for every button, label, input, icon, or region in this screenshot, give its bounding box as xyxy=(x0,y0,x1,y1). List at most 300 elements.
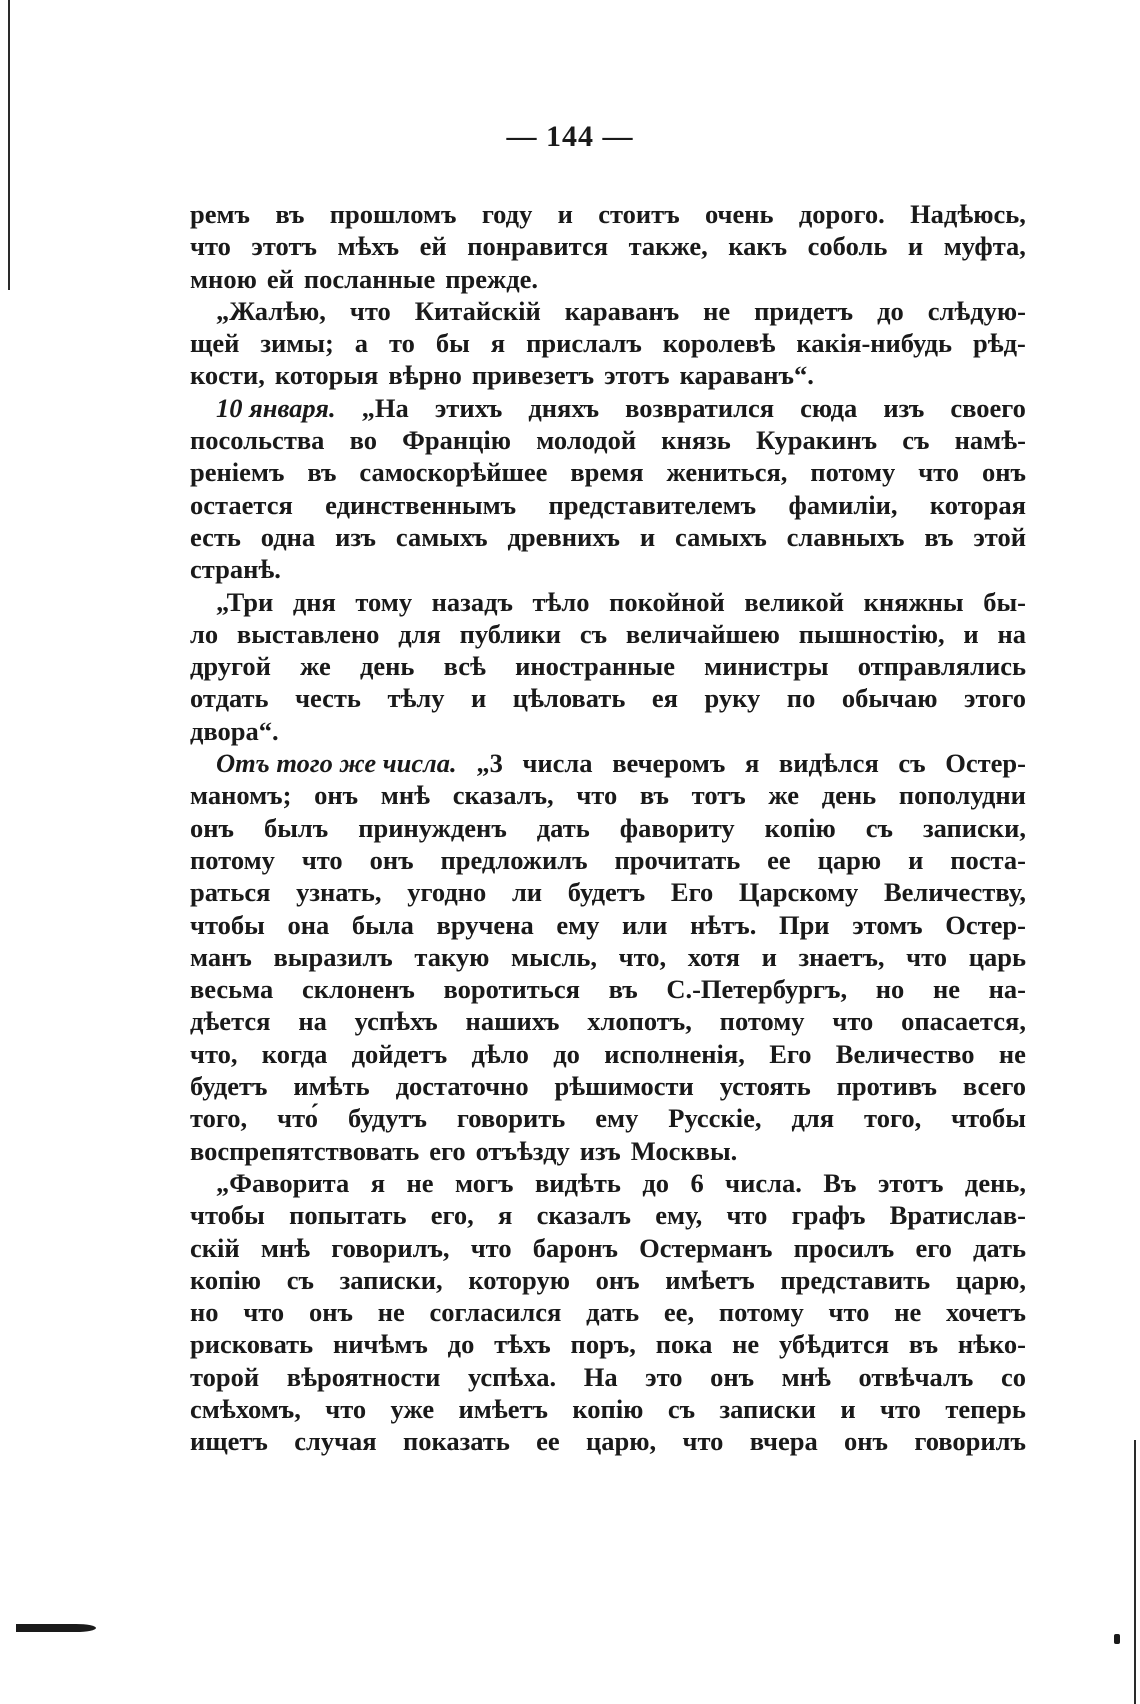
word: графъ xyxy=(791,1200,866,1231)
word: раться xyxy=(190,877,271,908)
text-line xyxy=(190,973,1026,1005)
margin-mark xyxy=(16,1624,96,1632)
word: нѣтъ. xyxy=(690,909,757,940)
word: одна xyxy=(260,521,316,552)
word: иностранные xyxy=(515,651,675,682)
word: не xyxy=(732,1329,760,1360)
text-line xyxy=(190,876,1026,908)
word: этихъ xyxy=(434,392,503,423)
word: понравится xyxy=(467,231,609,262)
word: „Три xyxy=(216,586,274,617)
scan-dot xyxy=(1114,1634,1120,1644)
word: При xyxy=(778,909,830,940)
word: дня xyxy=(292,586,336,617)
word: назадъ xyxy=(431,586,513,617)
text-line xyxy=(190,586,1026,618)
word: скій xyxy=(190,1232,240,1263)
text-line xyxy=(190,909,1026,941)
word: имѣть xyxy=(293,1071,370,1102)
word: На xyxy=(583,1361,618,1392)
word: изъ xyxy=(579,1135,621,1166)
word: онъ xyxy=(369,844,414,875)
word: Величество xyxy=(835,1038,975,1069)
word: посольства xyxy=(190,425,325,456)
word: устоять xyxy=(719,1071,811,1102)
word: дорого. xyxy=(798,199,885,229)
word: дать xyxy=(586,1297,640,1328)
word: для xyxy=(398,618,441,649)
word: смѣхомъ, xyxy=(190,1393,301,1424)
word: онъ xyxy=(710,1361,755,1392)
word: уже xyxy=(390,1393,435,1424)
word: этотъ xyxy=(604,360,670,391)
word: день xyxy=(359,651,415,682)
word: видѣть xyxy=(534,1167,621,1198)
word: отъѣзду xyxy=(475,1135,570,1166)
word: записки, xyxy=(922,812,1026,843)
word: пока xyxy=(655,1329,713,1360)
word: нашихъ xyxy=(465,1006,560,1037)
word: ничѣмъ xyxy=(332,1329,428,1360)
word: караванъ xyxy=(564,295,680,326)
word: которая xyxy=(929,489,1026,520)
word: опасается, xyxy=(901,1006,1026,1037)
word: „Жалѣю, xyxy=(216,295,326,326)
word: Москвы. xyxy=(630,1135,738,1166)
word: Остерманъ xyxy=(639,1232,773,1263)
text-line xyxy=(190,812,1026,844)
word: что xyxy=(576,780,618,811)
word: ли xyxy=(511,877,543,908)
text-line xyxy=(190,1393,1026,1425)
word: не xyxy=(932,974,960,1005)
word: единственнымъ xyxy=(325,489,517,520)
word: не xyxy=(998,1038,1026,1069)
word: показать xyxy=(402,1426,510,1457)
word: въ xyxy=(608,974,638,1005)
text-line xyxy=(190,1005,1026,1037)
word: мною xyxy=(190,263,257,294)
word: достаточно xyxy=(395,1071,529,1102)
word: рѣшимости xyxy=(554,1071,694,1102)
word: мнѣ xyxy=(781,1361,831,1392)
word: стоитъ xyxy=(598,199,680,229)
word: всего xyxy=(962,1071,1026,1102)
word: мысль, xyxy=(510,941,597,972)
word: Въ xyxy=(823,1167,857,1198)
word: будутъ xyxy=(347,1103,427,1134)
word: со xyxy=(1000,1361,1026,1392)
word: придетъ xyxy=(754,295,854,326)
word: пышностію, xyxy=(798,618,945,649)
word: и xyxy=(907,231,924,262)
word: что xyxy=(349,295,391,326)
word: я xyxy=(490,328,506,359)
word: возвратился xyxy=(625,392,775,423)
word: жениться, xyxy=(666,457,788,488)
word: чтобы xyxy=(190,909,265,940)
word: имѣетъ xyxy=(458,1393,548,1424)
word: „Фаворита xyxy=(216,1167,350,1198)
text-line xyxy=(190,1296,1026,1328)
word: въ xyxy=(639,780,669,811)
word: не xyxy=(406,1167,434,1198)
word: онъ xyxy=(844,1426,888,1457)
word: этой xyxy=(973,521,1026,552)
word: что, xyxy=(190,1038,238,1069)
word: ло xyxy=(190,618,219,649)
text-line xyxy=(190,1199,1026,1231)
word: онъ xyxy=(190,812,234,843)
word: потому xyxy=(718,1297,804,1328)
word: министры xyxy=(704,651,829,682)
word: согласился xyxy=(429,1297,562,1328)
word: копію xyxy=(190,1264,262,1295)
word: съ xyxy=(902,425,930,456)
word: самоскорѣйшее xyxy=(359,457,548,488)
word: Куракинъ xyxy=(756,425,878,456)
word: „На xyxy=(361,392,409,423)
word: того, xyxy=(864,1103,922,1134)
word: что xyxy=(301,844,343,875)
word: дать xyxy=(973,1232,1026,1263)
word: до xyxy=(553,1038,580,1069)
word: съ xyxy=(579,618,608,649)
word: самыхъ xyxy=(675,521,767,552)
word: дняхъ xyxy=(528,392,600,423)
text-line xyxy=(190,682,1026,714)
word: дѣло xyxy=(471,1038,529,1069)
word: тому xyxy=(355,586,413,617)
word: величайшею xyxy=(625,618,780,649)
word: дѣется xyxy=(190,1006,271,1037)
word: баронъ xyxy=(532,1232,618,1263)
text-line xyxy=(190,650,1026,682)
word: Его xyxy=(769,1038,812,1069)
word: такую xyxy=(414,941,490,972)
word: онъ xyxy=(595,1264,640,1295)
word: Вратислав- xyxy=(889,1200,1026,1231)
word: успѣхъ xyxy=(354,1006,438,1037)
word: потому xyxy=(810,457,896,488)
word: она xyxy=(287,909,330,940)
word: видѣлся xyxy=(778,748,879,779)
word: я xyxy=(498,1200,513,1231)
text-line xyxy=(190,1264,1026,1296)
word: царю, xyxy=(955,1264,1026,1295)
word: Францію xyxy=(402,425,512,456)
word: сюда xyxy=(800,392,858,423)
word: зимы; xyxy=(260,328,334,359)
word: на- xyxy=(988,974,1026,1005)
word: соболь xyxy=(807,231,888,262)
word: этого xyxy=(964,683,1026,714)
word: же xyxy=(300,651,331,682)
word: тѣлу xyxy=(387,683,445,714)
word: хочетъ xyxy=(946,1297,1026,1328)
word: бы- xyxy=(983,586,1026,617)
word: караванъ“. xyxy=(679,360,814,391)
word: потому xyxy=(190,844,275,875)
word: ремъ xyxy=(190,199,251,229)
word: Китайскій xyxy=(414,295,541,326)
word: Русскіе, xyxy=(668,1103,762,1134)
word: до xyxy=(642,1167,669,1198)
word: слѣдую- xyxy=(927,295,1026,326)
word: что xyxy=(726,1200,768,1231)
word: въ xyxy=(307,457,337,488)
word: нѣко- xyxy=(957,1329,1026,1360)
word: противъ xyxy=(836,1071,937,1102)
word: королевѣ xyxy=(662,328,776,359)
word: на xyxy=(298,1006,327,1037)
scan-edge-right xyxy=(1134,1440,1136,1704)
word: предложилъ xyxy=(440,844,588,875)
text-line xyxy=(190,263,1026,295)
word: которыя xyxy=(274,360,379,391)
text-line xyxy=(190,1361,1026,1393)
word: говорилъ xyxy=(914,1426,1026,1457)
word: великой xyxy=(744,586,845,617)
text-line xyxy=(190,1425,1026,1457)
word: посланные xyxy=(303,263,436,294)
word: рисковать xyxy=(190,1329,314,1360)
word: прислалъ xyxy=(526,328,642,359)
word: пополудни xyxy=(898,780,1026,811)
word: прежде. xyxy=(445,263,539,294)
word: году xyxy=(481,199,533,229)
text-line xyxy=(190,327,1026,359)
text-line xyxy=(190,1038,1026,1070)
word: ей xyxy=(266,263,294,294)
word: во xyxy=(349,425,377,456)
word: этомъ xyxy=(852,909,923,940)
text-line xyxy=(190,747,1026,779)
word: не xyxy=(894,1297,922,1328)
word: что xyxy=(243,1297,285,1328)
text-line xyxy=(190,359,1026,391)
word: потому xyxy=(719,1006,805,1037)
text-line xyxy=(190,1102,1026,1134)
word: что́ xyxy=(277,1103,319,1134)
word: мѣхъ xyxy=(337,231,400,262)
word: что xyxy=(325,1393,367,1424)
word: отвѣчалъ xyxy=(858,1361,974,1392)
word: вѣрно xyxy=(388,360,462,391)
word: рѣд- xyxy=(973,328,1026,359)
word: попытать xyxy=(289,1200,407,1231)
word: его xyxy=(429,1135,466,1166)
word: странѣ. xyxy=(190,554,281,585)
word: чтобы xyxy=(951,1103,1026,1134)
word: не xyxy=(703,295,731,326)
word: что xyxy=(470,1232,512,1263)
word: тѣло xyxy=(532,586,590,617)
word: двора“. xyxy=(190,715,279,746)
word: успѣха. xyxy=(467,1361,557,1392)
word: самыхъ xyxy=(395,521,488,552)
page-number: — 144 — xyxy=(506,120,634,153)
word: случая xyxy=(294,1426,377,1457)
word: въ xyxy=(924,521,954,552)
word: и xyxy=(908,844,924,875)
word: мнѣ xyxy=(380,780,431,811)
word: съ xyxy=(286,1264,314,1295)
word: я xyxy=(370,1167,386,1198)
word: „3 xyxy=(476,748,503,779)
word: убѣдится xyxy=(778,1329,890,1360)
word: для xyxy=(791,1103,835,1134)
text-line xyxy=(190,392,1026,424)
word: манъ xyxy=(190,941,252,972)
word: но xyxy=(190,1297,219,1328)
word: хлопотъ, xyxy=(587,1006,692,1037)
word: числа xyxy=(522,748,593,779)
word: же xyxy=(768,780,800,811)
page-text xyxy=(190,198,1026,1458)
word: не xyxy=(377,1297,405,1328)
word: ему xyxy=(556,909,600,940)
word: записки, xyxy=(339,1264,443,1295)
word: была xyxy=(351,909,414,940)
word: торой xyxy=(190,1361,260,1392)
word: дойдетъ xyxy=(351,1038,448,1069)
word: и xyxy=(639,521,656,552)
word: своего xyxy=(950,392,1026,423)
word: ему xyxy=(595,1103,639,1134)
word: щей xyxy=(190,328,240,359)
word: записки xyxy=(719,1393,816,1424)
word: Царскому xyxy=(738,877,859,908)
word: того, xyxy=(190,1103,248,1134)
word: маномъ; xyxy=(190,780,292,811)
word: этотъ xyxy=(877,1167,944,1198)
word: древнихъ xyxy=(507,521,620,552)
word: 6 xyxy=(690,1167,704,1198)
word: мнѣ xyxy=(260,1232,311,1263)
word: когда xyxy=(261,1038,328,1069)
word: выразилъ xyxy=(273,941,393,972)
word: кости, xyxy=(190,360,265,391)
text-line xyxy=(190,295,1026,327)
text-line xyxy=(190,1328,1026,1360)
word: числа. xyxy=(725,1167,802,1198)
word: славныхъ xyxy=(786,521,905,552)
word: ее xyxy=(536,1426,560,1457)
word: остается xyxy=(190,489,293,520)
text-line xyxy=(190,1070,1026,1102)
word: поста- xyxy=(950,844,1026,875)
word: отправлялись xyxy=(857,651,1026,682)
word: что xyxy=(906,941,948,972)
word: съ xyxy=(865,812,893,843)
word: ей xyxy=(419,231,447,262)
word: сказалъ xyxy=(536,1200,631,1231)
word: вечеромъ xyxy=(612,748,726,779)
word: до xyxy=(877,295,904,326)
word: поръ, xyxy=(570,1329,636,1360)
text-line xyxy=(190,424,1026,456)
word: что xyxy=(918,457,960,488)
text-line xyxy=(190,489,1026,521)
text-line xyxy=(190,844,1026,876)
word: это xyxy=(645,1361,683,1392)
word: съ xyxy=(667,1393,696,1424)
word: царю xyxy=(817,844,882,875)
word: царю, xyxy=(586,1426,657,1457)
word: царь xyxy=(968,941,1026,972)
word: воспрепятствовать xyxy=(190,1135,420,1166)
word: прошломъ xyxy=(329,199,457,229)
word: ему, xyxy=(655,1200,703,1231)
word: что xyxy=(682,1426,724,1457)
text-line xyxy=(190,230,1026,262)
word: склоненъ xyxy=(301,974,415,1005)
word: говорилъ, xyxy=(331,1232,450,1263)
word: тотъ xyxy=(691,780,746,811)
word: фамиліи, xyxy=(788,489,898,520)
word: княжны xyxy=(863,586,964,617)
word: исполненія, xyxy=(604,1038,745,1069)
word: весьма xyxy=(190,974,274,1005)
word: другой xyxy=(190,651,271,682)
word: онъ xyxy=(314,780,359,811)
text-line xyxy=(190,618,1026,650)
word: знаетъ, xyxy=(798,941,885,972)
word: Надѣюсь, xyxy=(910,199,1026,229)
word: что xyxy=(832,1006,874,1037)
word: муфта, xyxy=(943,231,1026,262)
word: какія-нибудь xyxy=(796,328,953,359)
word: тѣхъ xyxy=(494,1329,551,1360)
word: что xyxy=(190,231,231,262)
text-line xyxy=(190,1167,1026,1199)
word: былъ xyxy=(263,812,329,843)
word: теперь xyxy=(945,1393,1026,1424)
word: принужденъ xyxy=(358,812,507,843)
word: что xyxy=(828,1297,870,1328)
word: бы xyxy=(435,328,470,359)
word: ее xyxy=(767,844,791,875)
word: этотъ xyxy=(251,231,317,262)
word: и xyxy=(761,941,777,972)
word: просилъ xyxy=(793,1232,895,1263)
text-line xyxy=(190,456,1026,488)
word: угодно xyxy=(407,877,487,908)
word: Величеству, xyxy=(883,877,1026,908)
word: онъ xyxy=(982,457,1026,488)
word: воротиться xyxy=(443,974,580,1005)
word: всѣ xyxy=(443,651,486,682)
text-line xyxy=(190,779,1026,811)
word: въ xyxy=(275,199,305,229)
word: могъ xyxy=(455,1167,514,1198)
word: которую xyxy=(468,1264,570,1295)
word: С.-Петербургъ, xyxy=(666,974,848,1005)
word: онъ xyxy=(308,1297,353,1328)
text-line xyxy=(190,941,1026,973)
text-line xyxy=(190,1232,1026,1264)
word: намѣ- xyxy=(954,425,1026,456)
word: Остер- xyxy=(945,748,1026,779)
date-heading: 10 января. xyxy=(216,392,336,423)
word: вчера xyxy=(749,1426,818,1457)
date-heading: Отъ того же числа. xyxy=(216,748,457,779)
word: копію xyxy=(764,812,836,843)
word: выставлено xyxy=(236,618,380,649)
word: и xyxy=(963,618,979,649)
word: обычаю xyxy=(841,683,938,714)
